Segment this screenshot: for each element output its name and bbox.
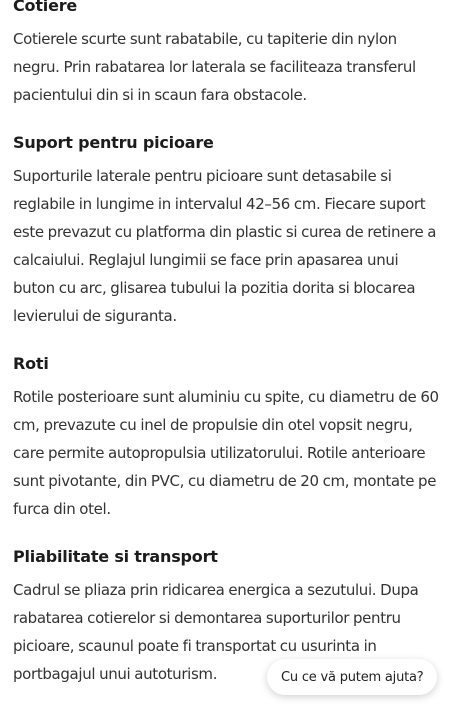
section-footrest [13,131,439,330]
product-description [13,0,439,710]
section-body: Cotierele scurte sunt rabatabile, cu tapiterie din nylon negru. Prin rabatarea lor laterala se faciliteaza transferul pacientului din si in scaun fara obstacole. [13,30,416,104]
section-body: Rotile posterioare sunt aluminiu cu spite, cu diametru de 60 cm, prevazute cu inel de propulsie din otel vopsit negru, care permite autopropulsia utilizatorului. Rotile anterioare sunt pivotante, din PVC, cu diametru de 20 cm, montate pe furca din otel. [13,388,439,518]
section-body: Cadrul se pliaza prin ridicarea energica a sezutului. Dupa rabatarea cotierelor si demontarea suporturilor pentru picioare, scaunul poate fi transportat cu usurinta in portbagajul unui autoturism. [13,581,419,683]
section-title: Roti [13,354,49,373]
section-title: Pliabilitate si transport [13,547,218,566]
section-armrests [13,0,439,109]
section-wheels [13,352,439,523]
section-title: Suport pentru picioare [13,133,214,152]
section-body: Suporturile laterale pentru picioare sunt detasabile si reglabile in lungime in intervalul 42–56 cm. Fiecare suport este prevazut cu platforma din plastic si curea de retinere a calcaiului. Reglajul lungimii se face prin apasarea unui buton cu arc, glisarea tubului la pozitia dorita si blocarea levierului de siguranta. [13,167,437,325]
section-title: Cotiere [13,0,78,15]
chat-widget-button[interactable] [267,659,437,695]
chat-widget-label: Cu ce vă putem ajuta? [281,669,424,685]
